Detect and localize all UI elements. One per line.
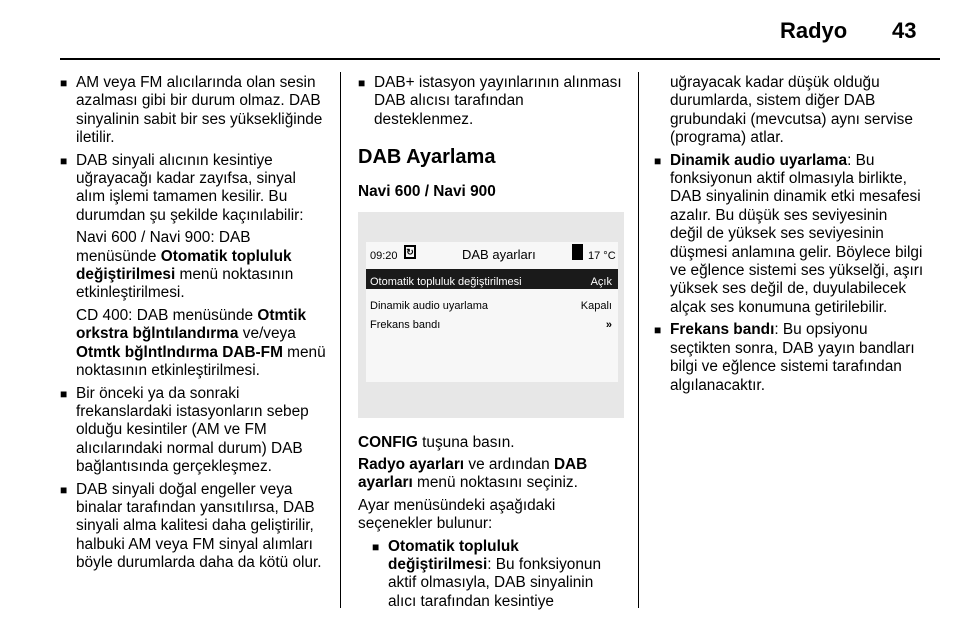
paragraph: [60, 229, 326, 303]
text: menü noktasının etkinleştirilmesi.: [76, 343, 326, 380]
screen-display: [366, 242, 618, 382]
text: CD 400: DAB menüsünde: [76, 306, 258, 324]
text: : Bu fonksiyonun aktif olmasıyla birlikte, DAB sinyalinin dinamik etki mesafesi azalır. Bu düşük ses seviyesinin değil de yüksek ses seviyesinin düşmesi anlamına gelir. Böylece bilgi ve eğlence sistemi ses yükselği, aşırı yüksek ses değil de, duyulabilecek alçak ses konumuna getirilebilir.: [670, 151, 924, 316]
text: : Bu opsiyonu seçtikten sonra, DAB yayın bandları bilgi ve eğlence sistemi tarafından algılanacaktır.: [670, 321, 915, 394]
header-divider: [60, 58, 940, 60]
column-2: [358, 74, 624, 615]
bold-term: Otmtik orkstra bğlntılandırma: [76, 306, 307, 343]
column-divider-2: [638, 72, 639, 608]
screen-title: DAB ayarları: [462, 246, 536, 262]
menu-row-auto-ensemble: [366, 269, 618, 289]
menu-row-label: Otomatik topluluk değiştirilmesi: [370, 275, 522, 288]
text: menü noktasını seçiniz.: [412, 474, 578, 492]
bullet-item: ■ DAB sinyali doğal engeller veya binalar tarafından yansıtılırsa, DAB sinyali alma kalitesi daha geliştirilir, halbuki AM veya FM sinyal alımları böyle durumlarda daha da kötü olur.: [60, 481, 326, 573]
bullet-item: [358, 538, 624, 612]
paragraph: [358, 434, 624, 452]
screen-time: 09:20: [370, 249, 398, 262]
menu-row-value: Kapalı: [580, 299, 612, 312]
screen-header: [366, 242, 618, 266]
text: : Bu fonksiyonun aktif olmasıyla, DAB sinyalinin alıcı tarafından kesintiye: [388, 556, 602, 610]
menu-row-label: Dinamik audio uyarlama: [370, 299, 488, 312]
text: ve/veya: [238, 325, 296, 343]
sub-title: Navi 600 / Navi 900: [358, 183, 496, 201]
bullet-item: [654, 321, 924, 395]
bold-term: Radyo ayarları: [358, 456, 465, 474]
paragraph: Ayar menüsündeki aşağıdaki seçenekler bulunur:: [358, 496, 556, 533]
page-title: Radyo: [780, 18, 848, 43]
menu-row-frequency-band: [366, 312, 618, 332]
bullet-item: ■ AM veya FM alıcılarında olan sesin azalması gibi bir durum olmaz. DAB sinyalinin sabit bir ses yüksekliğinde iletilir.: [60, 74, 326, 148]
page-number: 43: [892, 18, 917, 43]
section-title: DAB Ayarlama: [358, 146, 496, 169]
text: menü noktasının etkinleştirilmesi.: [76, 266, 294, 302]
bullet-item: [654, 152, 924, 318]
bold-term: DAB ayarları: [358, 456, 588, 492]
bullet-item: ■ DAB sinyali alıcının kesintiye uğrayacağı kadar zayıfsa, sinyal alım işlemi tamamen kesilir. Bu durumdan şu şekilde kaçınılabilir:: [60, 152, 326, 226]
bold-term: Dinamik audio uyarlama: [670, 151, 848, 169]
dab-settings-screenshot: [358, 212, 624, 418]
bullet-item: ■ DAB+ istasyon yayınlarının alınması DAB alıcısı tarafından desteklenmez.: [358, 74, 624, 129]
bold-term: Otmtk bğlntlndırma DAB-FM: [76, 343, 283, 361]
column-divider-1: [340, 72, 341, 608]
text: ve ardından: [464, 456, 554, 474]
text: tuşuna basın.: [417, 433, 515, 451]
screen-temperature: 17 °C: [588, 249, 616, 262]
bold-term: CONFIG: [358, 433, 418, 451]
bold-term: Otomatik topluluk değiştirilmesi: [388, 537, 519, 574]
column-3: [654, 74, 924, 399]
bold-term: Frekans bandı: [670, 321, 775, 339]
phone-icon: [572, 244, 583, 260]
bullet-item: ■ Bir önceki ya da sonraki frekanslardaki istasyonların sebep olduğu kesintiler (AM ve FM alıcılarındaki normal durum) DAB bağlantısında gerçekleşmez.: [60, 385, 326, 477]
text: Navi 600 / Navi 900: DAB menüsünde: [76, 229, 251, 265]
menu-row-label: Frekans bandı: [370, 318, 441, 331]
chevron-right-icon: »: [605, 318, 612, 331]
menu-row-dynamic-audio: [366, 293, 618, 313]
back-icon: ↻: [404, 245, 416, 259]
paragraph: [358, 456, 624, 493]
bold-term: Otomatik topluluk değiştirilmesi: [76, 247, 292, 284]
menu-row-value: Açık: [590, 275, 612, 288]
column-1: [60, 74, 326, 577]
paragraph: [60, 307, 326, 381]
bullet-continuation: uğrayacak kadar düşük olduğu durumlarda, sistem diğer DAB grubundaki (mevcutsa) aynı servise (programa) atlar.: [670, 74, 913, 147]
